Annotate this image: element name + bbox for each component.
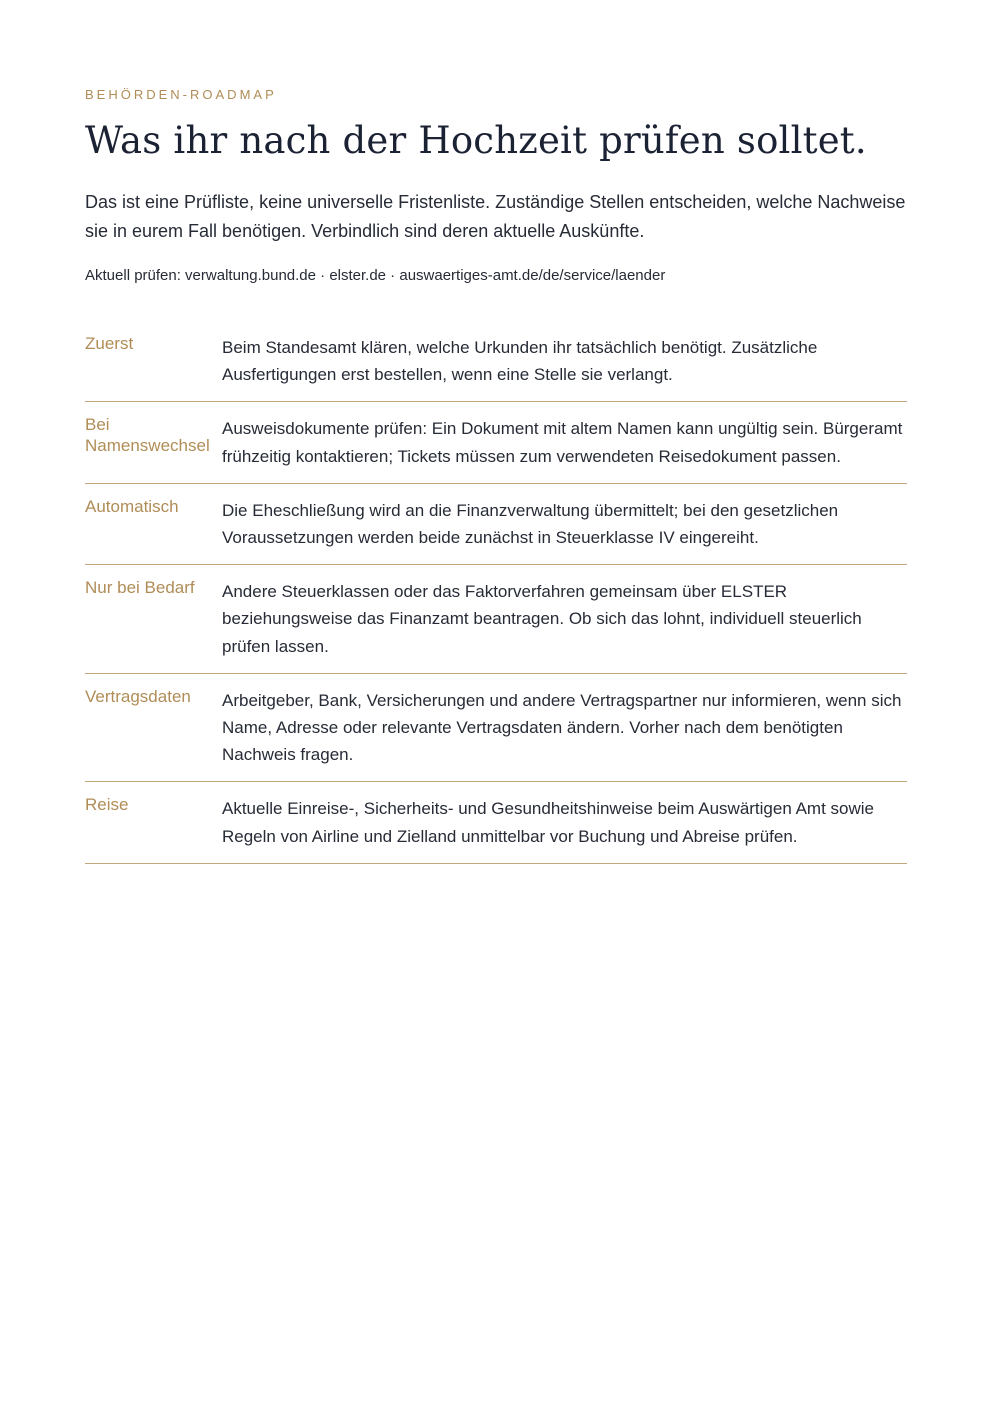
checklist-row bbox=[85, 782, 907, 863]
step-text: Die Eheschließung wird an die Finanzverwaltung übermittelt; bei den gesetzlichen Voraussetzungen werden beide zunächst in Steuerklasse IV eingereiht. bbox=[222, 500, 839, 548]
step-label: Vertragsdaten bbox=[85, 686, 191, 706]
step-text: Ausweisdokumente prüfen: Ein Dokument mit altem Namen kann ungültig sein. Bürgeramt frühzeitig kontaktieren; Tickets müssen zum verwendeten Reisedokument passen. bbox=[222, 419, 903, 466]
step-text: Andere Steuerklassen oder das Faktorverfahren gemeinsam über ELSTER beziehungsweise das Finanzamt beantragen. Ob sich das lohnt, individuell steuerlich prüfen lassen. bbox=[222, 582, 862, 656]
checklist-row bbox=[85, 321, 907, 402]
step-text: Beim Standesamt klären, welche Urkunden ihr tatsächlich benötigt. Zusätzliche Ausfertigungen erst bestellen, wenn eine Stelle sie verlangt. bbox=[222, 338, 818, 385]
step-label: Nur bei Bedarf bbox=[85, 578, 195, 598]
intro-paragraph: Das ist eine Prüfliste, keine universelle Fristenliste. Zuständige Stellen entscheiden, welche Nachweise sie in eurem Fall benötigen. Verbindlich sind deren aktuelle Auskünfte. bbox=[85, 192, 906, 241]
sources-line: Aktuell prüfen: verwaltung.bund.de · elster.de · auswaertiges-amt.de/de/service/laender bbox=[85, 267, 666, 284]
step-label: Bei Namenswechsel bbox=[85, 415, 210, 456]
step-label: Automatisch bbox=[85, 496, 179, 516]
checklist bbox=[85, 321, 907, 864]
checklist-row bbox=[85, 484, 907, 565]
step-text: Arbeitgeber, Bank, Versicherungen und andere Vertragspartner nur informieren, wenn sich Name, Adresse oder relevante Vertragsdaten ändern. Vorher nach dem benötigten Nachweis fragen. bbox=[222, 690, 902, 765]
step-label: Reise bbox=[85, 795, 129, 815]
step-text: Aktuelle Einreise-, Sicherheits- und Gesundheitshinweise beim Auswärtigen Amt sowie Regeln von Airline und Zielland unmittelbar vor Buchung und Abreise prüfen. bbox=[222, 799, 874, 846]
checklist-row bbox=[85, 402, 907, 483]
page-title: Was ihr nach der Hochzeit prüfen solltet. bbox=[85, 119, 867, 162]
checklist-row bbox=[85, 674, 907, 783]
checklist-row bbox=[85, 565, 907, 674]
step-label: Zuerst bbox=[85, 334, 134, 353]
eyebrow-label: BEHÖRDEN-ROADMAP bbox=[85, 87, 277, 102]
